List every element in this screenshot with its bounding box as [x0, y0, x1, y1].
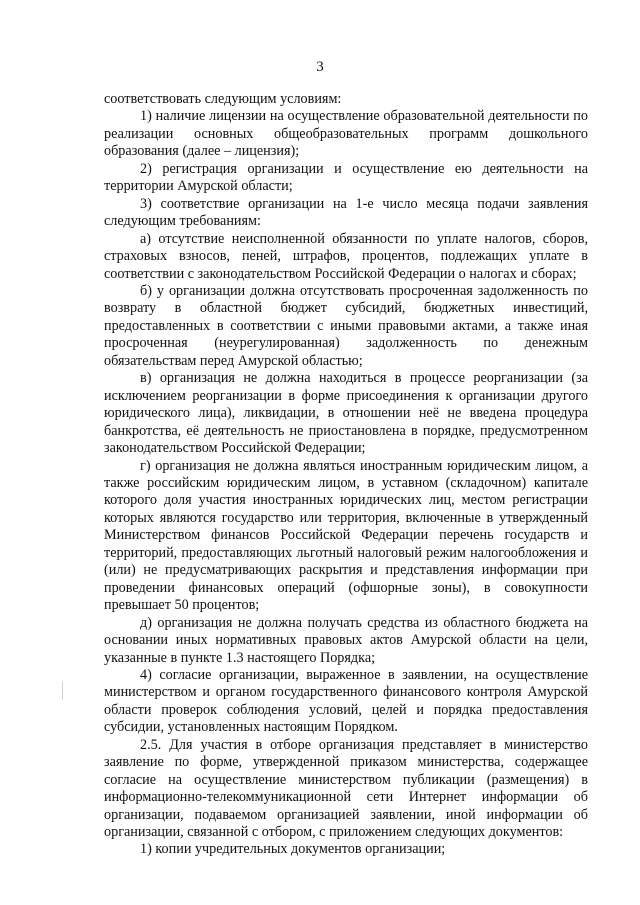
paragraph-condition-3-requirements: 3) соответствие организации на 1-е число месяца подачи заявления следующим требованиям:: [104, 195, 588, 230]
paragraph-requirement-g-foreign-entity: г) организация не должна являться иностранным юридическим лицом, а также российским юридическим лицом, в уставном (складочном) капитале которого доля участия иностранных юридических лиц, местом регистрации которых являются государство или территория, включенные в утвержденный Министерством финансов Российской Федерации перечень государств и территорий, предоставляющих льготный налоговый режим налогообложения и (или) не предусматривающих раскрытия и представления информации при проведении финансовых операций (офшорные зоны), в совокупности превышает 50 процентов;: [104, 457, 588, 614]
paragraph-requirement-a-taxes: а) отсутствие неисполненной обязанности по уплате налогов, сборов, страховых взносов, пеней, штрафов, процентов, подлежащих уплате в соответствии с законодательством Российской Федерации о налогах и сборах;: [104, 230, 588, 282]
paragraph-condition-4-consent: 4) согласие организации, выраженное в заявлении, на осуществление министерством и органом государственного финансового контроля Амурской области проверок соблюдения условий, целей и порядка предоставления субсидии, установленных настоящим Порядком.: [104, 666, 588, 736]
paragraph-condition-1-license: 1) наличие лицензии на осуществление образовательной деятельности по реализации основных общеобразовательных программ дошкольного образования (далее – лицензия);: [104, 108, 588, 160]
paragraph-document-1-charter-copies: 1) копии учредительных документов организации;: [140, 841, 446, 858]
paragraph-section-2-5-application: 2.5. Для участия в отборе организация представляет в министерство заявление по форме, утвержденной приказом министерства, содержащее согласие на осуществление министерством публикации (размещения) в информационно-телекоммуникационной сети Интернет информации об организации, подаваемом организацией заявлении, иной информации об организации, связанной с отбором, с приложением следующих документов:: [104, 736, 588, 841]
paragraph-conditions-intro: соответствовать следующим условиям:: [104, 91, 342, 107]
paragraph-requirement-v-reorganization: в) организация не должна находиться в процессе реорганизации (за исключением реорганизации в форме присоединения к организации другого юридического лица), ликвидации, в отношении неё не введена процедура банкротства, её деятельность не приостановлена в порядке, предусмотренном законодательством Российской Федерации;: [104, 370, 588, 457]
document-body: [104, 91, 588, 859]
paragraph-requirement-d-regional-budget: д) организация не должна получать средства из областного бюджета на основании иных нормативных правовых актов Амурской области на цели, указанные в пункте 1.3 настоящего Порядка;: [104, 614, 588, 666]
page-number: 3: [316, 59, 324, 75]
paragraph-condition-2-registration: 2) регистрация организации и осуществление ею деятельности на территории Амурской области;: [104, 160, 588, 195]
scan-margin-mark: [62, 682, 63, 700]
paragraph-requirement-b-debt: б) у организации должна отсутствовать просроченная задолженность по возврату в областной бюджет субсидий, бюджетных инвестиций, предоставленных в соответствии с иными правовыми актами, а также иная просроченная (неурегулированная) задолженность по денежным обязательствам перед Амурской областью;: [104, 282, 588, 369]
